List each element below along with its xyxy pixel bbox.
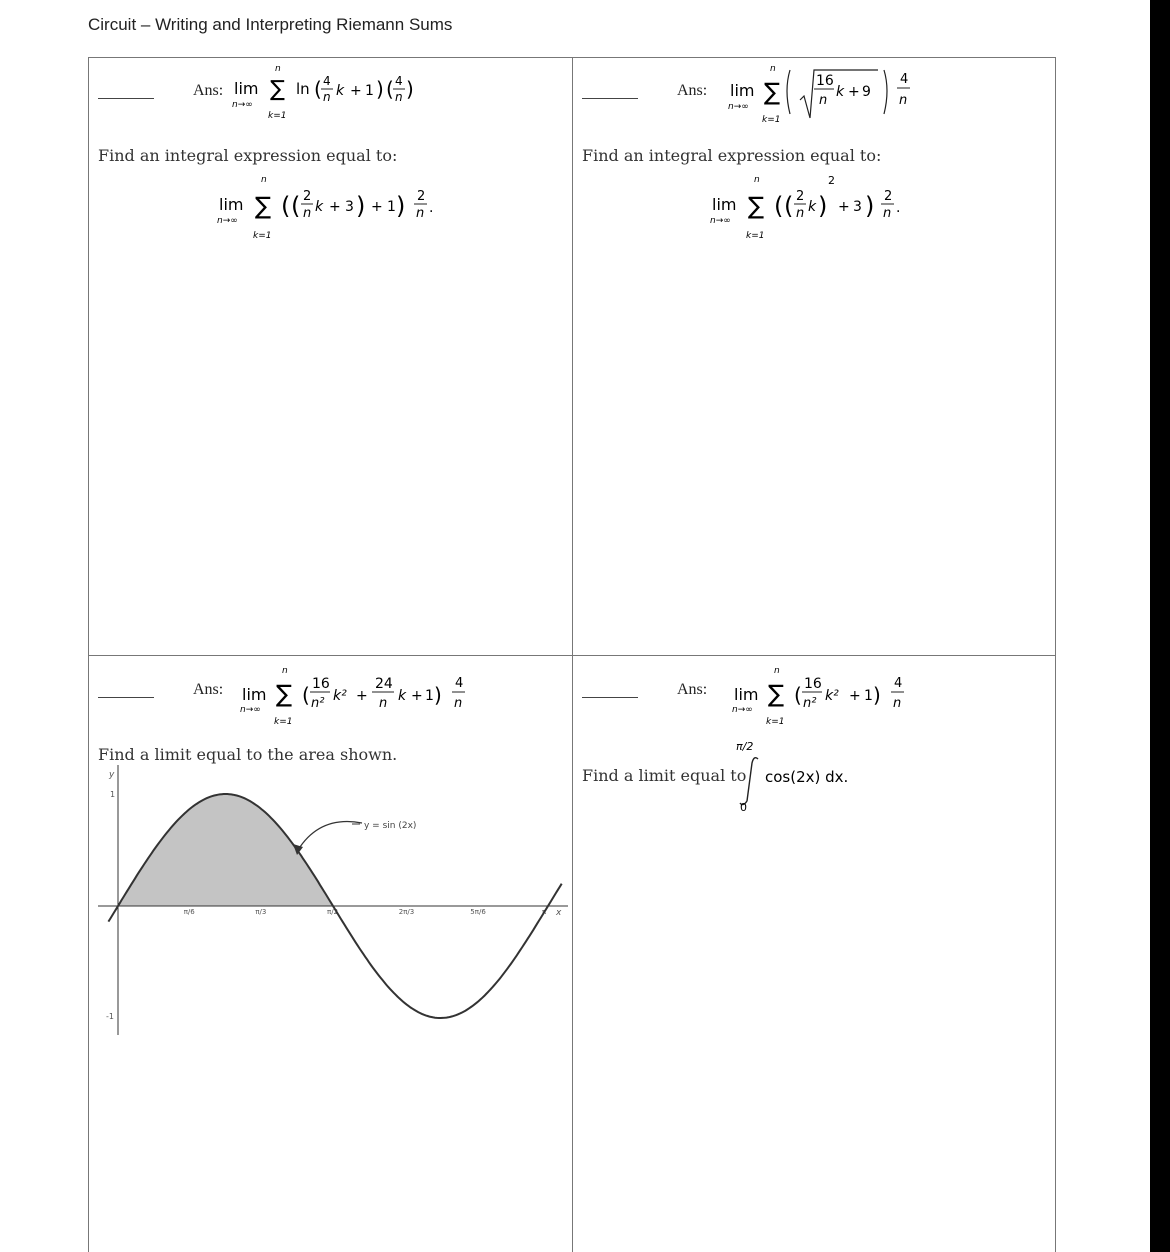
svg-text:): ) [818, 192, 828, 220]
answer-blank[interactable] [582, 98, 638, 99]
cell-prompt: Find a limit equal to the area shown. [98, 745, 398, 764]
sigma-lower: k=1 [762, 115, 781, 124]
sigma-upper: n [261, 175, 267, 185]
plus-sign: + [849, 688, 861, 704]
sigma-lower: k=1 [268, 111, 287, 120]
k-var: k [808, 199, 817, 215]
answer-expression [238, 660, 478, 726]
sigma-symbol: ∑ [276, 680, 293, 708]
problem-expression [708, 170, 948, 242]
k-var: k [398, 688, 407, 704]
frac-num: 24 [375, 676, 393, 692]
svg-text:): ) [376, 77, 384, 101]
svg-text:(: ( [314, 77, 322, 101]
sigma-symbol: ∑ [748, 192, 765, 220]
lim-text: lim [730, 81, 755, 100]
x-tick-label: 2π/3 [398, 908, 415, 916]
ln-text: ln [296, 80, 310, 98]
integral-sign [740, 758, 758, 805]
frac-num: 4 [323, 74, 331, 88]
frac-den: n [303, 206, 312, 221]
plus-sign: + [848, 84, 860, 100]
sigma-symbol: ∑ [270, 77, 285, 102]
sigma-symbol: ∑ [768, 680, 785, 708]
answer-label: Ans: [677, 82, 708, 99]
grid-divider-horizontal [88, 655, 1056, 656]
frac-den: n² [311, 696, 325, 711]
frac-den: n [454, 696, 463, 711]
frac-num: 16 [804, 676, 822, 692]
curve-label: y = sin (2x) [364, 821, 417, 831]
sigma-upper: n [770, 64, 776, 74]
lim-text: lim [234, 79, 259, 98]
frac-num: 4 [900, 72, 909, 87]
frac-num: 4 [894, 676, 903, 691]
plus-sign: + [350, 83, 362, 99]
y-tick-label: -1 [106, 1012, 114, 1021]
k-squared: k² [333, 688, 347, 704]
exponent: 2 [828, 174, 835, 187]
lim-subscript: n→∞ [232, 100, 253, 110]
x-tick-label: π/3 [255, 908, 267, 916]
answer-label: Ans: [193, 82, 224, 99]
frac-den: n² [803, 696, 817, 711]
lim-text: lim [242, 685, 267, 704]
answer-blank[interactable] [582, 697, 638, 698]
k-var: k [336, 83, 345, 99]
integrand: cos(2x) dx. [765, 768, 849, 786]
lim-subscript: n→∞ [240, 705, 261, 715]
svg-text:(: ( [386, 77, 394, 101]
lim-text: lim [219, 195, 244, 214]
svg-text:(: ( [774, 192, 784, 220]
page-edge [1150, 0, 1170, 1252]
answer-label: Ans: [677, 681, 708, 698]
plus-sign: + [356, 688, 368, 704]
y-tick-label: 1 [110, 790, 116, 799]
svg-text:(: ( [784, 192, 794, 220]
answer-expression [726, 58, 926, 124]
frac-den: n [893, 696, 902, 711]
frac-den: n [395, 90, 403, 104]
sigma-upper: n [275, 64, 281, 74]
plus-sign: + [838, 199, 850, 215]
frac-num: 16 [312, 676, 330, 692]
sigma-lower: k=1 [766, 717, 785, 726]
svg-text:): ) [356, 192, 366, 220]
svg-text:): ) [434, 683, 442, 707]
answer-label: Ans: [193, 681, 224, 698]
cell-prompt: Find an integral expression equal to: [582, 146, 882, 165]
one-text: 1 [425, 688, 434, 704]
frac-den: n [883, 206, 892, 221]
sigma-upper: n [754, 175, 760, 185]
cell-prompt: Find an integral expression equal to: [98, 146, 398, 165]
lim-subscript: n→∞ [710, 216, 731, 226]
svg-text:): ) [865, 192, 875, 220]
x-tick-label: 5π/6 [470, 908, 486, 916]
frac-den: n [819, 93, 828, 108]
x-tick-labels [184, 908, 547, 916]
sigma-lower: k=1 [746, 231, 765, 241]
frac-den: n [323, 90, 331, 104]
svg-text:(: ( [302, 683, 310, 707]
one-text: 1 [864, 688, 873, 704]
svg-text:.: . [896, 200, 901, 216]
lim-subscript: n→∞ [728, 102, 749, 112]
sigma-upper: n [282, 666, 288, 676]
integral-lower-limit: 0 [740, 801, 747, 814]
cell-prompt: Find a limit equal to [582, 766, 747, 785]
answer-blank[interactable] [98, 98, 154, 99]
sigma-lower: k=1 [253, 231, 272, 241]
one-text: 1 [365, 83, 374, 99]
x-tick-label: π [542, 908, 547, 916]
frac-den: n [796, 206, 805, 221]
integral-upper-limit: π/2 [736, 740, 754, 753]
lim-text: lim [734, 685, 759, 704]
plus-sign: + [371, 199, 383, 215]
nine-text: 9 [862, 84, 871, 100]
svg-text:(: ( [794, 683, 802, 707]
svg-text:): ) [396, 192, 406, 220]
problem-expression [215, 170, 455, 242]
integral-expression [735, 737, 865, 817]
frac-num: 16 [816, 73, 834, 89]
page-title: Circuit – Writing and Interpreting Riemann Sums [88, 15, 453, 34]
sigma-symbol: ∑ [255, 192, 272, 220]
svg-text:.: . [429, 200, 434, 216]
three-text: 3 [853, 199, 862, 215]
frac-num: 2 [796, 189, 805, 204]
y-axis-label: y [109, 770, 115, 780]
x-tick-label: π/2 [327, 908, 339, 916]
k-var: k [836, 84, 845, 100]
sigma-lower: k=1 [274, 717, 293, 726]
three-text: 3 [345, 199, 354, 215]
label-arrow [298, 822, 362, 850]
k-var: k [315, 199, 324, 215]
svg-text:(: ( [291, 192, 301, 220]
frac-num: 2 [884, 189, 893, 204]
answer-expression [730, 660, 920, 726]
k-squared: k² [825, 688, 839, 704]
plus-sign: + [411, 688, 423, 704]
frac-num: 2 [303, 189, 312, 204]
svg-text:): ) [873, 683, 881, 707]
frac-den: n [899, 93, 908, 108]
x-tick-label: π/6 [183, 908, 195, 916]
x-axis-label: x [556, 908, 562, 918]
sigma-symbol: ∑ [764, 78, 781, 106]
one-text: 1 [387, 199, 396, 215]
frac-num: 2 [417, 189, 426, 204]
lim-text: lim [712, 195, 737, 214]
svg-text:): ) [406, 77, 414, 101]
answer-expression [230, 58, 440, 120]
plus-sign: + [329, 199, 341, 215]
svg-text:(: ( [281, 192, 291, 220]
frac-den: n [416, 206, 425, 221]
frac-num: 4 [395, 74, 403, 88]
frac-num: 4 [455, 676, 464, 691]
sigma-upper: n [774, 666, 780, 676]
sine-graph [90, 765, 570, 1035]
answer-blank[interactable] [98, 697, 154, 698]
frac-den: n [379, 696, 388, 711]
lim-subscript: n→∞ [217, 216, 238, 226]
lim-subscript: n→∞ [732, 705, 753, 715]
